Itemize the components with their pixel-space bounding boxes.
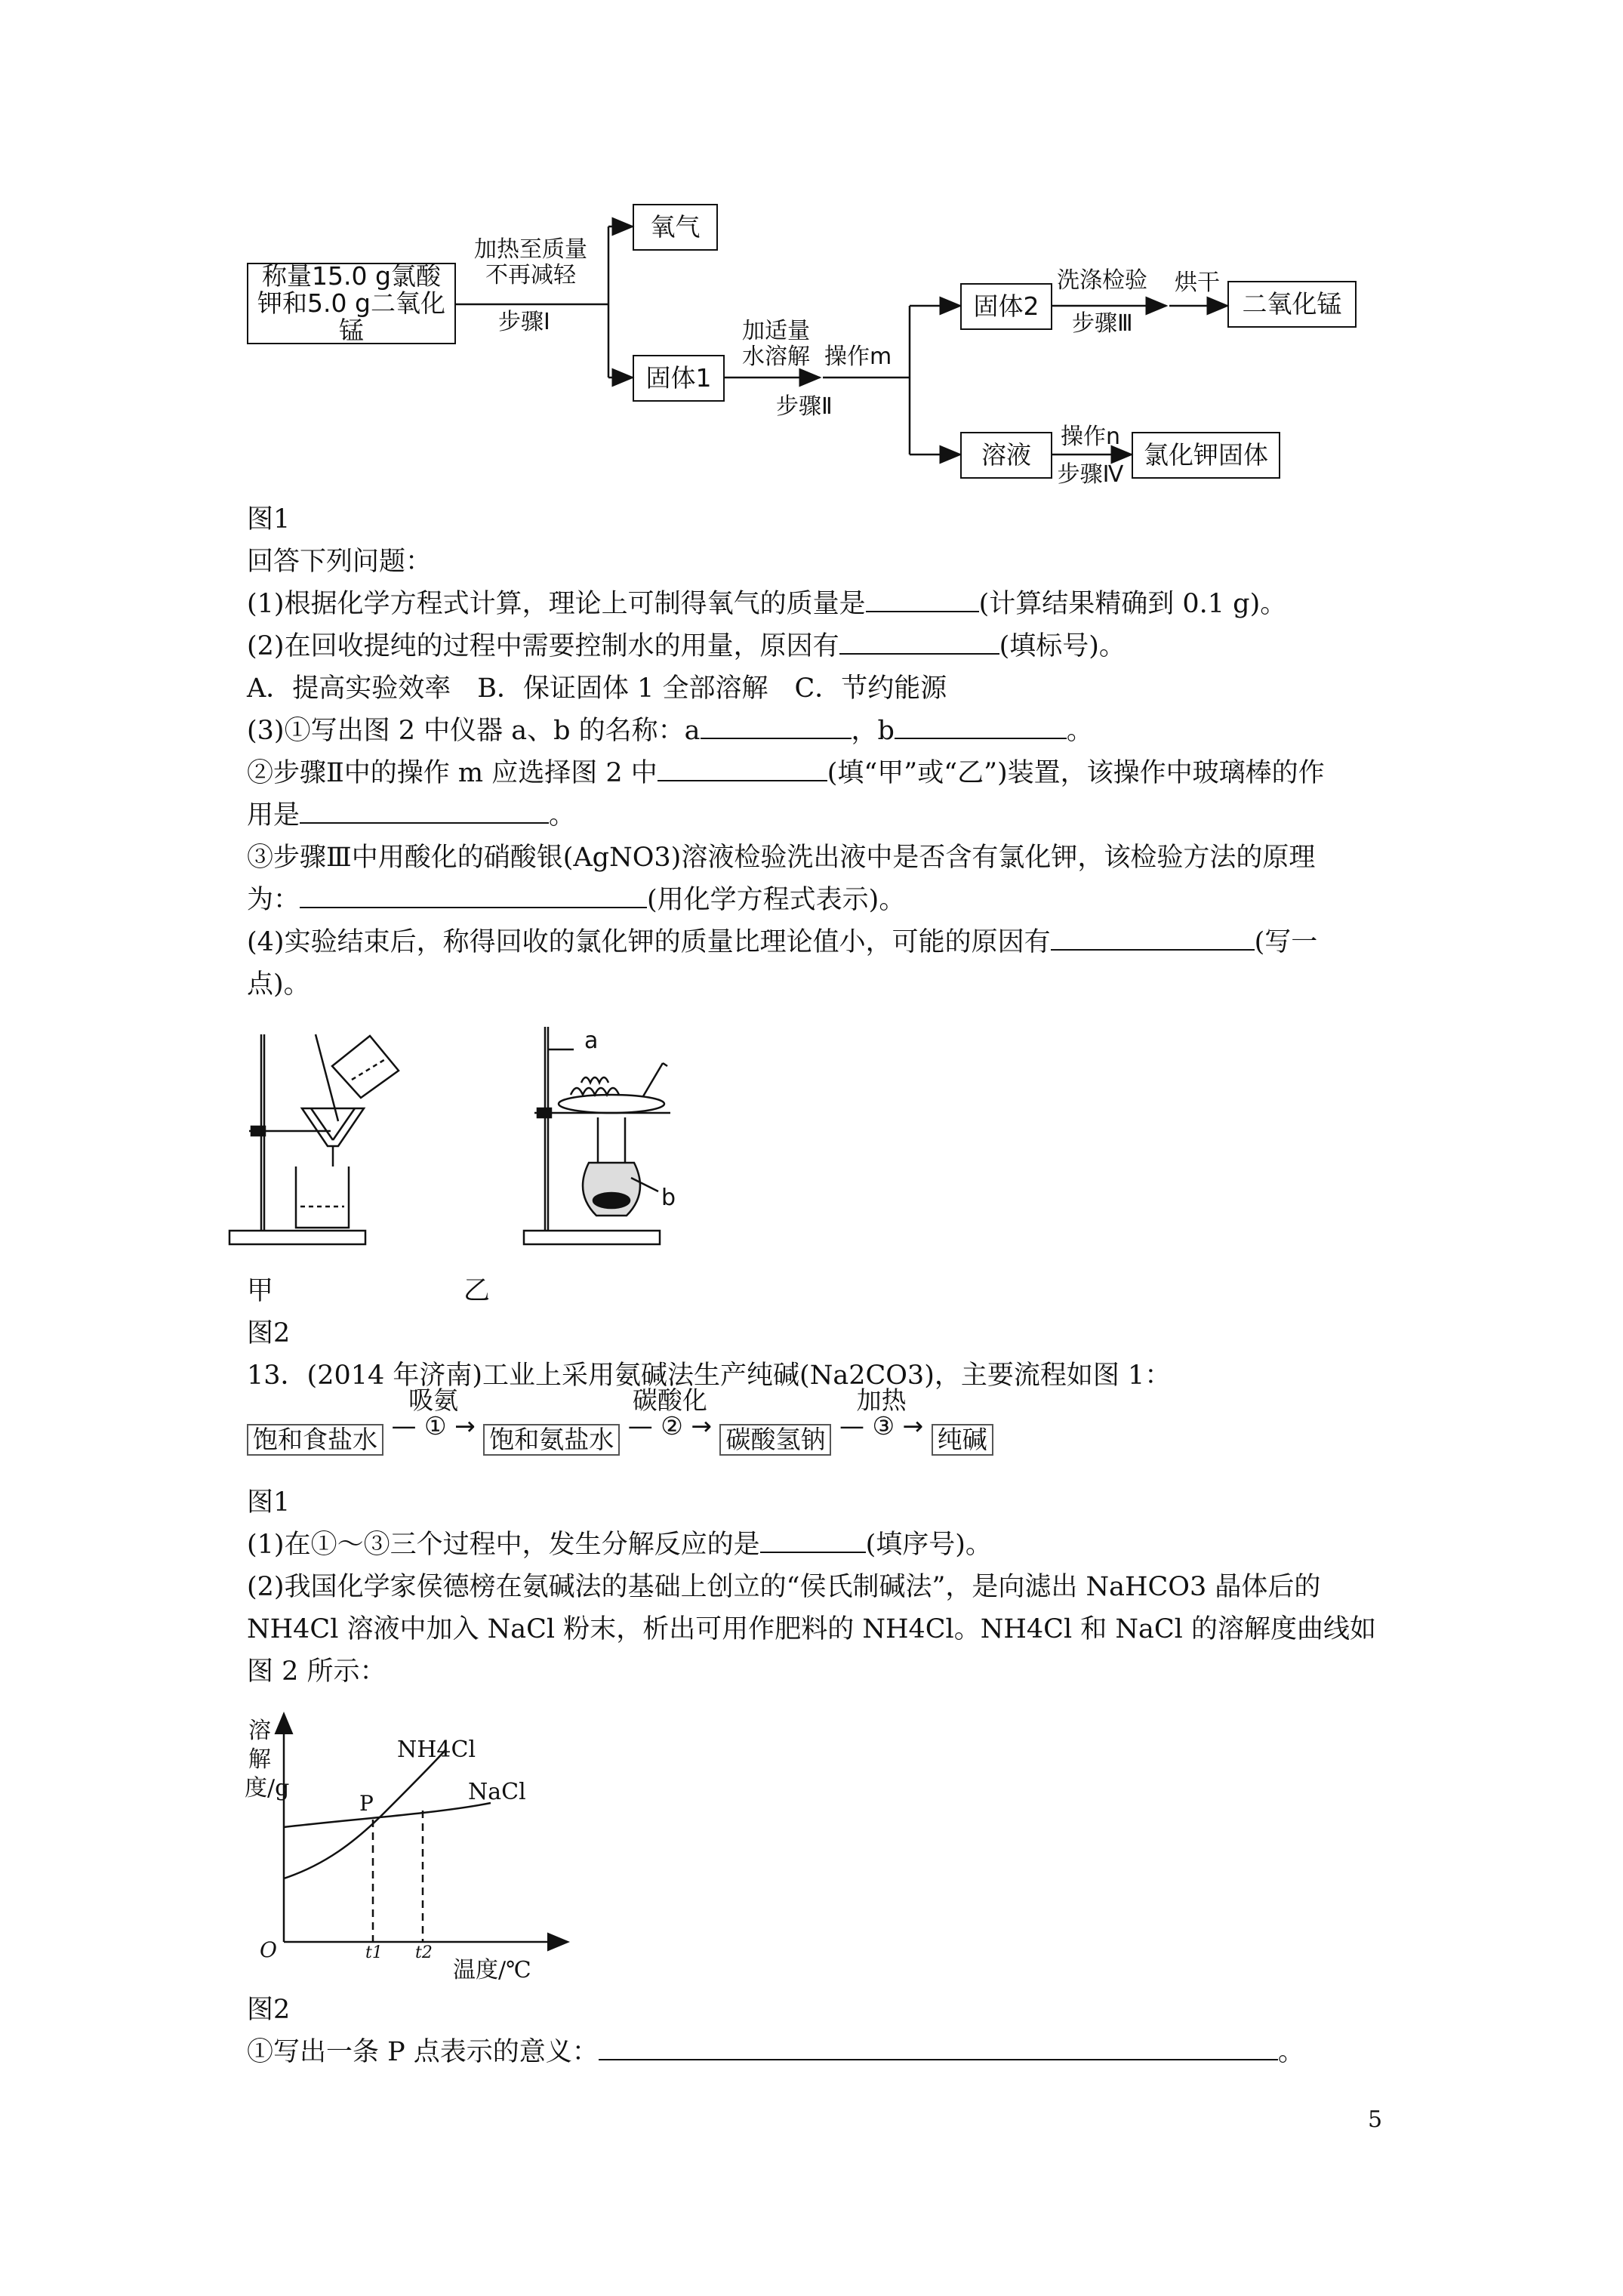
apparatus-label-b: b <box>661 1185 676 1211</box>
flow2-arrow-3: 加热 — ③ → <box>839 1385 924 1441</box>
heat-label: 加热至质量不再减轻 <box>474 236 587 288</box>
fig1b-caption: 图1 <box>247 1487 291 1518</box>
answer-blank-2[interactable] <box>839 630 999 655</box>
fig2-caption: 图2 <box>247 1318 291 1348</box>
solid2-box: 固体2 <box>960 283 1052 330</box>
legend-nh4cl: NH4Cl <box>397 1737 476 1763</box>
label-jia: 甲 <box>247 1276 274 1306</box>
answer-blank-1[interactable] <box>866 588 979 612</box>
apparatus-label-a: a <box>584 1028 599 1054</box>
op-n-label: 操作n <box>1060 424 1120 450</box>
kcl-solid-box: 氯化钾固体 <box>1132 432 1280 479</box>
question-2: (2)在回收提纯的过程中需要控制水的用量，原因有 (填标号)。 <box>247 631 1126 661</box>
label-yi: 乙 <box>463 1276 491 1306</box>
oxygen-box: 氧气 <box>633 204 718 251</box>
flow-start-text: 称量15.0 g氯酸钾和5.0 g二氧化锰 <box>257 261 445 345</box>
question-2-options: A．提高实验效率 B．保证固体 1 全部溶解 C．节约能源 <box>247 673 947 704</box>
question-1: (1)根据化学方程式计算，理论上可制得氧气的质量是 (计算结果精确到 0.1 g)。 <box>247 589 1287 619</box>
chart-plot <box>242 1714 770 1986</box>
question-3-3b: 为： (用化学方程式表示)。 <box>247 885 906 915</box>
answer-blank-rod[interactable] <box>300 800 549 824</box>
step1-label: 步骤Ⅰ <box>498 309 550 335</box>
answer-blank-equation[interactable] <box>300 884 647 908</box>
tick-t2: t2 <box>415 1943 433 1962</box>
question-3-3: ③步骤Ⅲ中用酸化的硝酸银(AgNO3)溶液检验洗出液中是否含有氯化钾，该检验方法的原理 <box>247 843 1316 873</box>
tick-t1: t1 <box>365 1943 383 1962</box>
solid1-box: 固体1 <box>633 355 725 402</box>
answer-blank-p[interactable] <box>599 2036 1278 2060</box>
question-13-2c: 图 2 所示： <box>247 1657 387 1687</box>
question-13: 13．(2014 年济南)工业上采用氨碱法生产纯碱(Na2CO3)，主要流程如图 1： <box>247 1361 1172 1391</box>
origin-label: O <box>260 1937 277 1962</box>
answer-blank-13-1[interactable] <box>760 1529 866 1553</box>
answer-blank-4[interactable] <box>1051 926 1255 951</box>
dissolve-label: 加适量水溶解 <box>742 318 810 370</box>
answer-blank-a[interactable] <box>701 715 852 739</box>
dry-label: 烘干 <box>1175 270 1220 296</box>
wash-label: 洗涤检验 <box>1057 267 1147 294</box>
question-4b: 点)。 <box>247 969 310 1000</box>
mno2-box: 二氧化锰 <box>1227 281 1357 328</box>
question-4: (4)实验结束后，称得回收的氯化钾的质量比理论值小，可能的原因有 (写一 <box>247 927 1318 957</box>
flow2-node-3: 碳酸氢钠 <box>719 1424 831 1456</box>
question-3-2: ②步骤Ⅱ中的操作 m 应选择图 2 中 (填“甲”或“乙”)装置，该操作中玻璃棒的作 <box>247 758 1325 788</box>
flow2-arrow-1: 吸氨 — ① → <box>391 1385 476 1441</box>
flow2-node-1: 饱和食盐水 <box>247 1424 383 1456</box>
page-number: 5 <box>1368 2106 1383 2133</box>
flow2-arrow-2: 碳酸化 — ② → <box>627 1385 712 1441</box>
flow-start-box <box>247 263 456 344</box>
step3-label: 步骤Ⅲ <box>1072 310 1133 337</box>
op-m-label: 操作m <box>824 344 892 370</box>
apparatus-drawing <box>0 1019 1623 1321</box>
answer-blank-b[interactable] <box>895 715 1067 739</box>
chart-xlabel: 温度/℃ <box>453 1957 531 1983</box>
flow2-node-2: 饱和氨盐水 <box>483 1424 620 1456</box>
answer-prompt: 回答下列问题： <box>247 547 433 577</box>
nacl-curve <box>284 1803 491 1827</box>
fig2b-caption: 图2 <box>247 1995 291 2025</box>
fig1-caption: 图1 <box>247 504 291 535</box>
question-13-3: ①写出一条 P 点表示的意义： 。 <box>247 2037 1304 2067</box>
question-13-1: (1)在①～③三个过程中，发生分解反应的是 (填序号)。 <box>247 1530 992 1560</box>
question-13-2a: (2)我国化学家侯德榜在氨碱法的基础上创立的“侯氏制碱法”，是向滤出 NaHCO3 晶体后的 <box>247 1572 1321 1602</box>
question-3-2b: 用是 。 <box>247 800 576 831</box>
legend-nacl: NaCl <box>468 1779 526 1805</box>
solution-box: 溶液 <box>960 432 1052 479</box>
flow-diagram-lines <box>0 0 1623 529</box>
step4-label: 步骤Ⅳ <box>1057 461 1124 488</box>
step2-label: 步骤Ⅱ <box>776 393 833 420</box>
question-13-2b: NH4Cl 溶液中加入 NaCl 粉末，析出可用作肥料的 NH4Cl。NH4Cl 和 NaCl 的溶解度曲线如 <box>247 1614 1376 1644</box>
answer-blank-m[interactable] <box>658 757 827 781</box>
soda-process-flow <box>247 1385 993 1456</box>
point-p-label: P <box>359 1791 374 1816</box>
question-3-1: (3)①写出图 2 中仪器 a、b 的名称：a ，b 。 <box>247 716 1093 746</box>
flow2-node-4: 纯碱 <box>932 1424 993 1456</box>
chart-ylabel: 溶解度/g <box>245 1718 290 1801</box>
